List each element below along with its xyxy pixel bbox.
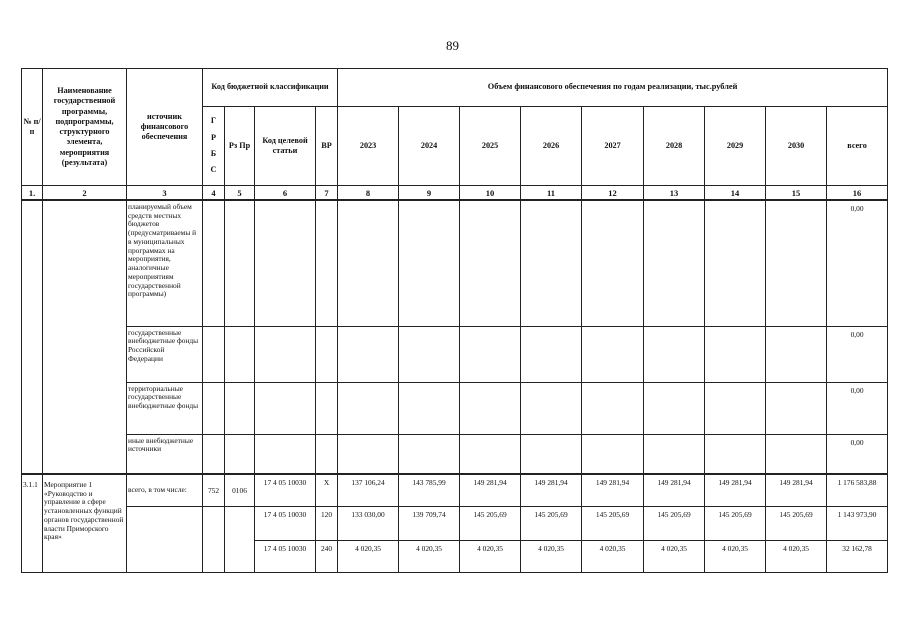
total-cell: 0,00 <box>827 434 888 474</box>
column-number: 9 <box>399 186 460 201</box>
total-cell: 0,00 <box>827 382 888 434</box>
column-number: 5 <box>225 186 255 201</box>
total-cell: 32 162,78 <box>827 540 888 572</box>
source-cell: планируемый объем средств местных бюджетов (предусматриваемы й в муниципальных программах на мероприятия, аналогичные мероприятиям государственной программы) <box>127 200 203 326</box>
value-cell: 4 020,35 <box>460 540 521 572</box>
empty-cell <box>127 506 203 572</box>
total-cell: 0,00 <box>827 326 888 382</box>
header-grbs-text: Г Р Б С <box>210 116 217 175</box>
total-cell: 1 143 973,90 <box>827 506 888 540</box>
header-vr: ВР <box>316 107 338 186</box>
header-financing-volume: Объем финансового обеспечения по годам реализации, тыс.рублей <box>338 69 888 107</box>
source-cell: территориальные государственные внебюджетные фонды <box>127 382 203 434</box>
column-number: 15 <box>766 186 827 201</box>
column-number: 1. <box>22 186 43 201</box>
header-source: источник финансового обеспечения <box>127 69 203 186</box>
value-cell: 149 281,94 <box>644 474 705 506</box>
value-cell: 145 205,69 <box>521 506 582 540</box>
header-year: 2023 <box>338 107 399 186</box>
value-cell: 4 020,35 <box>644 540 705 572</box>
activity-number: 3.1.1 <box>22 474 43 572</box>
header-num: № п/п <box>22 69 43 186</box>
header-year: 2030 <box>766 107 827 186</box>
value-cell: 145 205,69 <box>766 506 827 540</box>
header-year: 2025 <box>460 107 521 186</box>
empty-cell <box>22 200 43 474</box>
value-cell: 145 205,69 <box>705 506 766 540</box>
value-cell: 143 785,99 <box>399 474 460 506</box>
financing-table <box>21 68 888 573</box>
table-row <box>22 326 888 382</box>
activity-source: всего, в том числе: <box>127 474 203 506</box>
empty-cell <box>43 200 127 474</box>
header-year: 2026 <box>521 107 582 186</box>
grbs-cell: 752 <box>203 474 225 506</box>
column-number: 8 <box>338 186 399 201</box>
header-total: всего <box>827 107 888 186</box>
header-target: Код целевой статьи <box>255 107 316 186</box>
column-number: 6 <box>255 186 316 201</box>
value-cell: 139 709,74 <box>399 506 460 540</box>
value-cell: 149 281,94 <box>460 474 521 506</box>
table-row <box>22 506 888 540</box>
column-number: 16 <box>827 186 888 201</box>
total-cell: 0,00 <box>827 200 888 326</box>
column-number: 11 <box>521 186 582 201</box>
column-number: 3 <box>127 186 203 201</box>
source-cell: иные внебюджетные источники <box>127 434 203 474</box>
value-cell: 133 030,00 <box>338 506 399 540</box>
column-number: 7 <box>316 186 338 201</box>
page-number: 89 <box>446 38 459 53</box>
column-number: 12 <box>582 186 644 201</box>
activity-name: Мероприятие 1 «Руководство и управление в сфере установленных функций органов государственной власти Приморского края» <box>43 474 127 572</box>
value-cell: 149 281,94 <box>521 474 582 506</box>
header-rzpr: Рз Пр <box>225 107 255 186</box>
column-number: 4 <box>203 186 225 201</box>
rzpr-cell: 0106 <box>225 474 255 506</box>
value-cell: 149 281,94 <box>705 474 766 506</box>
column-numbers-row <box>22 186 888 201</box>
table-row <box>22 200 888 326</box>
column-number: 10 <box>460 186 521 201</box>
header-year: 2024 <box>399 107 460 186</box>
value-cell: 145 205,69 <box>644 506 705 540</box>
column-number: 13 <box>644 186 705 201</box>
header-year: 2027 <box>582 107 644 186</box>
target-cell: 17 4 05 10030 <box>255 506 316 540</box>
vr-cell: 120 <box>316 506 338 540</box>
header-grbs <box>203 107 225 186</box>
value-cell: 149 281,94 <box>766 474 827 506</box>
header-year: 2028 <box>644 107 705 186</box>
value-cell: 145 205,69 <box>582 506 644 540</box>
value-cell: 4 020,35 <box>521 540 582 572</box>
source-cell: государственные внебюджетные фонды Российской Федерации <box>127 326 203 382</box>
value-cell: 4 020,35 <box>338 540 399 572</box>
empty-cell <box>225 506 255 572</box>
target-cell: 17 4 05 10030 <box>255 474 316 506</box>
vr-cell: 240 <box>316 540 338 572</box>
value-cell: 145 205,69 <box>460 506 521 540</box>
column-number: 14 <box>705 186 766 201</box>
table-row <box>22 434 888 474</box>
vr-cell: Х <box>316 474 338 506</box>
value-cell: 137 106,24 <box>338 474 399 506</box>
header-name: Наименование государственной программы, подпрограммы, структурного элемента, мероприятия (результата) <box>43 69 127 186</box>
value-cell: 149 281,94 <box>582 474 644 506</box>
header-budget-classification: Код бюджетной классификации <box>203 69 338 107</box>
value-cell: 4 020,35 <box>705 540 766 572</box>
total-cell: 1 176 583,88 <box>827 474 888 506</box>
value-cell: 4 020,35 <box>399 540 460 572</box>
target-cell: 17 4 05 10030 <box>255 540 316 572</box>
table-row <box>22 382 888 434</box>
header-year: 2029 <box>705 107 766 186</box>
table-row <box>22 474 888 506</box>
column-number: 2 <box>43 186 127 201</box>
value-cell: 4 020,35 <box>582 540 644 572</box>
empty-cell <box>203 506 225 572</box>
value-cell: 4 020,35 <box>766 540 827 572</box>
